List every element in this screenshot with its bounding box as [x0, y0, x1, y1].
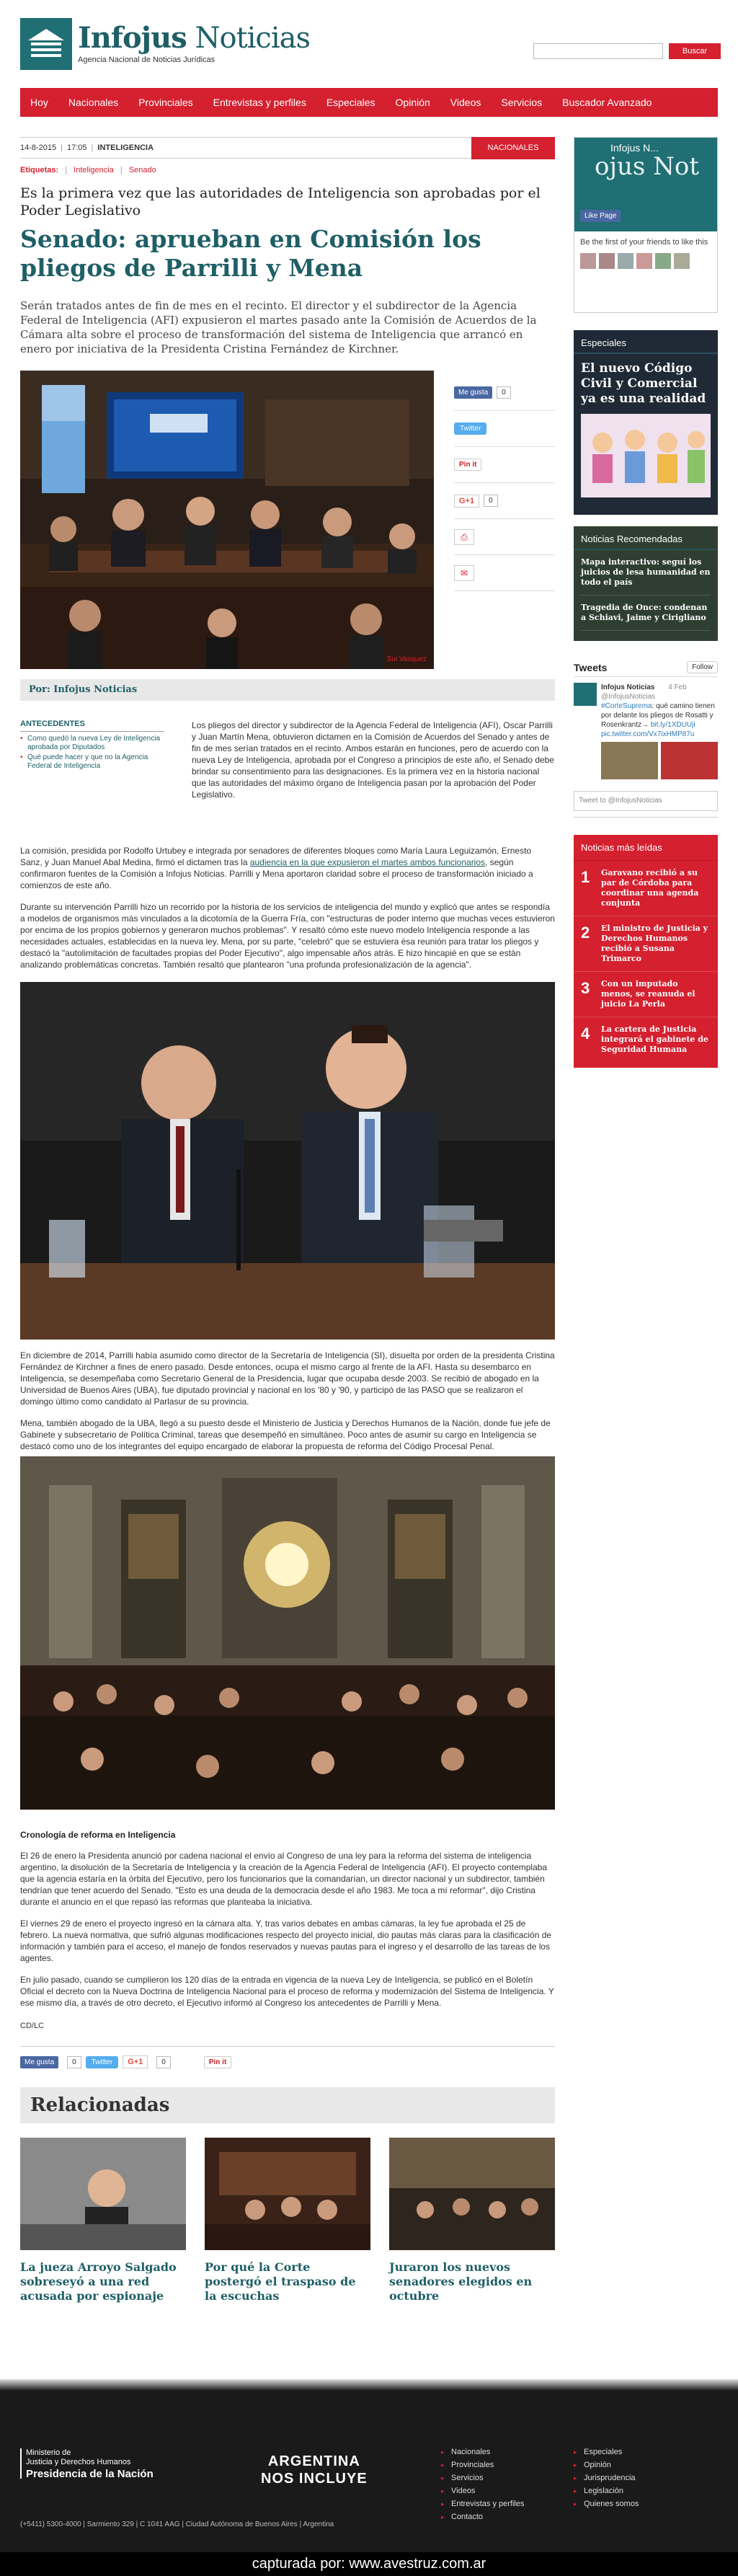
- avatar[interactable]: [618, 253, 633, 269]
- related-caption[interactable]: Por qué la Corte postergó el traspaso de la escuchas: [205, 2260, 356, 2303]
- avatar[interactable]: [636, 253, 652, 269]
- site-logo[interactable]: [20, 18, 310, 70]
- related-image[interactable]: [205, 2138, 370, 2250]
- logo-title-b: Noticias: [195, 22, 311, 55]
- related-image[interactable]: [389, 2138, 555, 2250]
- article-time: 17:05: [67, 143, 87, 152]
- search-form: [533, 43, 721, 59]
- argentina-line-1: ARGENTINA: [267, 2453, 360, 2469]
- especiales-image[interactable]: [581, 414, 711, 497]
- tweet-to-input[interactable]: Tweet to @InfojusNoticias: [574, 791, 718, 811]
- recomendadas-head: Noticias Recomendadas: [574, 526, 718, 550]
- facebook-like-button[interactable]: Me gusta: [20, 2056, 58, 2068]
- article-date: 14-8-2015: [20, 143, 57, 152]
- nav-item-opinion[interactable]: Opinión: [395, 97, 430, 108]
- logo-subtitle: Agencia Nacional de Noticias Jurídicas: [78, 56, 215, 64]
- article-paragraph-3: En diciembre de 2014, Parrilli había asumido como director de la Secretaría de Inteligencia (SI), disuelta por orden de la presidenta Cristina Fernández de Kirchner a fines de enero pasado. Desde entonces, ocupa el mismo cargo al frente de la AFI. Hasta su desembarco en Inteligencia, se desempeñaba como Secretario General de la Presidencia, lugar que ocupaba desde 2003. Se recibió de abogado en la Universidad de Buenos Aires (UBA), fue diputado provincial y nacional en los '80 y '90, y participó de las PASO que se realizaron el domingo último como candidato al Parlasur de su provincia.: [20, 1350, 555, 1407]
- tweet-date[interactable]: 4 Feb: [668, 683, 687, 691]
- search-input[interactable]: [533, 43, 663, 59]
- footer-link[interactable]: ▸ Opinión: [574, 2458, 639, 2471]
- tags-sep-2: |: [120, 166, 123, 174]
- footer-link[interactable]: ▸ Legislación: [574, 2484, 639, 2497]
- facebook-page-name[interactable]: Infojus N...: [610, 142, 659, 154]
- antecedentes-link[interactable]: • Qué puede hacer y que no la Agencia Federal de Inteligencia: [20, 753, 164, 771]
- nav-item-servicios[interactable]: Servicios: [501, 97, 543, 108]
- twitter-share-button[interactable]: Twitter: [86, 2056, 118, 2068]
- gplus-button[interactable]: G+1: [454, 495, 479, 508]
- photo-credit: Sui Vasquez: [386, 655, 427, 663]
- especiales-widget: [574, 330, 718, 515]
- article-signature: CD/LC: [20, 2022, 45, 2030]
- article-paragraph-5: El 26 de enero la Presidenta anunció por cadena nacional el envío al Congreso de una ley para la reforma del sistema de inteligencia argentino, la disolución de la Secretaría de Inteligencia y la creación de la Agencia Federal de Inteligencia (AFI). El proyecto contemplaba que la agencia estaría en la órbita del Ejecutivo, pero los funcionarios que la comandarían, un director nacional y un subdirector, también tendrían que tener acuerdo del Senado. "Esto es una deuda de la democracia desde el año 1983. Me toca a mí reformar", dijo Cristina durante el anuncio en el que repasó las reformas que planteaba la iniciativa.: [20, 1851, 548, 1907]
- logo-title: [78, 21, 311, 55]
- email-icon[interactable]: ✉: [454, 565, 474, 581]
- footer-links-col-2: [574, 2446, 639, 2510]
- print-icon[interactable]: ⎙: [454, 529, 474, 545]
- share-print: [454, 519, 555, 555]
- especiales-illustration: [581, 414, 711, 497]
- footer-link[interactable]: ▸ Jurisprudencia: [574, 2471, 639, 2484]
- avatar[interactable]: [580, 253, 596, 269]
- senate-commission-illustration: [20, 371, 434, 669]
- meta-sep-1: |: [61, 143, 63, 152]
- pinterest-button[interactable]: Pin it: [204, 2056, 231, 2068]
- avatar[interactable]: [599, 253, 615, 269]
- logo-title-a: Infojus: [78, 21, 187, 55]
- article-headline: Senado: aprueban en Comisión los pliegos de Parrilli y Mena: [20, 225, 481, 282]
- tweets-title: Tweets: [574, 661, 608, 673]
- tweets-header: [574, 658, 718, 677]
- footer-gradient: [0, 2379, 738, 2391]
- facebook-faces: [574, 253, 717, 269]
- most-read-number: 1: [581, 868, 590, 886]
- gplus-count: 0: [156, 2056, 171, 2068]
- footer-link[interactable]: ▸ Provinciales: [441, 2458, 524, 2471]
- share-facebook: [454, 375, 555, 411]
- tweet: [574, 677, 718, 785]
- article-paragraph-2: Durante su intervención Parrilli hizo un recorrido por la historia de los servicios de inteligencia del mundo y explicó que antes se respondía a modelos de organismos más vinculados a la dicotomía de la Guerra Fría, con "estructuras de poder interno que muchas veces estuvieron por encima de los propios gobiernos y generaron muchos problemas". Y resaltó cómo este nuevo modelo Inteligencia responde a las necesidades actuales, establecidas en la nueva ley. Mena, por su parte, "celebró" que se estuviera ésa reunión para tratar los pliegos y destacó la "autolimitación de facultades propias del Poder Ejecutivo", algo impensable años atrás. E hizo hincapié en que se están analizando problemáticas concretas. También resaltó que plantearon "una profunda profesionalización de la agencia".: [20, 902, 555, 970]
- tags-sep-1: |: [65, 166, 68, 174]
- search-button[interactable]: Buscar: [669, 43, 721, 59]
- footer-links-col-1: [441, 2446, 524, 2523]
- article-tags: [20, 166, 555, 174]
- audiencia-link[interactable]: audiencia en la que expusieron el martes ambos funcionarios: [249, 857, 486, 867]
- tweet-link[interactable]: bit.ly/1XDUUji pic.twitter.com/Vx7ixHMP87u: [601, 721, 695, 738]
- twitter-follow-button[interactable]: Follow: [687, 661, 718, 673]
- article-meta: [20, 137, 555, 159]
- site-footer: [0, 2379, 738, 2552]
- most-read-number: 2: [581, 924, 590, 942]
- especiales-head: Especiales: [574, 330, 718, 354]
- most-read-head: Noticias más leídas: [574, 835, 718, 861]
- share-twitter: [454, 411, 555, 447]
- footer-link[interactable]: ▸ Servicios: [441, 2471, 524, 2484]
- antecedentes-title: ANTECEDENTES: [20, 720, 164, 732]
- nav-item-buscador[interactable]: Buscador Avanzado: [562, 97, 652, 108]
- facebook-cover[interactable]: [574, 138, 717, 231]
- article-paragraph-7: En julio pasado, cuando se cumplieron los 120 días de la entrada en vigencia de la nueva Ley de Inteligencia, se publicó en el Boletín Oficial el decreto con la Nueva Doctrina de Inteligencia Nacional para el proceso de reforma y modernización del Sistema de Inteligencia. Y ese mismo día, a través de otro decreto, el Ejecutivo informó al Congreso los antecedentes de Parrilli y Mena.: [20, 1975, 554, 2008]
- tag-link[interactable]: Inteligencia: [74, 166, 114, 174]
- article-paragraph-4: Mena, también abogado de la UBA, llegó a su puesto desde el Ministerio de Justicia y Derechos Humanos de la Nación, donde fue jefe de Gabinete y subsecretario de Política Criminal, tareas que desempeñó en simultáneo. Poco antes de asumir su cargo en Inteligencia se destacó como uno de los integrantes del equipo encargado de elaborar la propuesta de reforma del Código Procesal Penal.: [20, 1418, 551, 1451]
- logo-mark-icon: [20, 18, 72, 70]
- twitter-share-button[interactable]: Twitter: [454, 422, 486, 435]
- para-1-text-b: , según confirmaron fuentes de la Comisión a Infojus Noticias. Parrilli y Mena aportaron claridad sobre el proceso de transformación iniciado a comienzos de este año.: [20, 857, 533, 890]
- nav-item-provinciales[interactable]: Provinciales: [138, 97, 193, 108]
- footer-link[interactable]: ▸ Contacto: [441, 2510, 524, 2523]
- most-read-title[interactable]: Con un imputado menos, se reanuda el juicio La Perla: [601, 979, 695, 1009]
- share-column: [454, 375, 555, 591]
- related-item[interactable]: [389, 2138, 555, 2303]
- most-read-item[interactable]: [574, 972, 718, 1017]
- argentina-line-2: NOS INCLUYE: [261, 2471, 368, 2487]
- most-read-title[interactable]: La cartera de Justicia integrará el gabinete de Seguridad Humana: [601, 1024, 708, 1054]
- tweet-images: [601, 742, 718, 779]
- ministry-logo[interactable]: [20, 2448, 154, 2479]
- argentina-logo: [261, 2453, 368, 2487]
- presidencia-label: Presidencia de la Nación: [26, 2468, 154, 2480]
- tags-label: Etiquetas:: [20, 166, 59, 174]
- tweet-text: : qué camino tienen por delante los pliegos de Rosatti y Rosenkrantz→: [601, 702, 715, 729]
- gplus-button[interactable]: G+1: [123, 2055, 148, 2068]
- footer-address: (+5411) 5300-4000 | Sarmiento 329 | C 1041 AAG | Ciudad Autónoma de Buenos Aires | Argentina: [20, 2520, 334, 2528]
- facebook-like-button[interactable]: Me gusta: [454, 386, 492, 399]
- most-read-number: 3: [581, 979, 590, 997]
- antecedentes-link[interactable]: • Como quedó la nueva Ley de Inteligencia aprobada por Diputados: [20, 735, 164, 752]
- nav-item-especiales[interactable]: Especiales: [326, 97, 375, 108]
- related-item[interactable]: [20, 2138, 186, 2303]
- related-caption[interactable]: Juraron los nuevos senadores elegidos en octubre: [389, 2260, 533, 2303]
- share-gplus: [454, 483, 555, 519]
- facebook-like-page-button[interactable]: Like Page: [580, 210, 621, 222]
- article-byline: Por: Infojus Noticias: [20, 679, 555, 701]
- most-read-title[interactable]: El ministro de Justicia y Derechos Humanos recibió a Susana Trimarco: [601, 924, 708, 963]
- footer-link[interactable]: ▸ Quienes somos: [574, 2497, 639, 2510]
- para-1-text-a: La comisión, presidida por Rodolfo Urtubey e integrada por senadores de diferentes bloques como María Laura Leguizamón, Ernesto Sanz, y Juan Manuel Abal Medina, firmó el dictamen tras la: [20, 846, 532, 867]
- nav-item-entrevistas[interactable]: Entrevistas y perfiles: [213, 97, 306, 108]
- tweet-hashtag[interactable]: #CorteSuprema: [601, 702, 652, 710]
- article-lead: Serán tratados antes de fin de mes en el recinto. El director y el subdirector de la Agencia Federal de Inteligencia (AFI) expusieron el martes pasado ante la Comisión de Acuerdos de la Cámara alta sobre el proceso de transformación del sistema de Inteligencia que arrancó en enero por iniciativa de la Presidenta Cristina Fernández de Kirchner.: [20, 299, 537, 355]
- senate-hall-illustration: [20, 1456, 555, 1810]
- tweet-author[interactable]: Infojus Noticias: [601, 683, 655, 691]
- avatar[interactable]: [674, 253, 690, 269]
- ministry-line-1: Ministerio de: [26, 2448, 71, 2457]
- most-read-item[interactable]: [574, 916, 718, 972]
- share-email: [454, 555, 555, 591]
- meta-sep-2: |: [91, 143, 94, 152]
- article-category: INTELIGENCIA: [97, 143, 154, 152]
- nav-item-hoy[interactable]: Hoy: [30, 97, 48, 108]
- senate-hall-photo: [20, 1456, 555, 1810]
- logo-text: [78, 21, 311, 64]
- site-header: [0, 0, 738, 87]
- tweet-image[interactable]: [661, 742, 718, 779]
- footer-link[interactable]: ▸ Videos: [441, 2484, 524, 2497]
- related-item[interactable]: [205, 2138, 370, 2303]
- share-bottom-bar: [20, 2046, 555, 2068]
- footer-link[interactable]: ▸ Entrevistas y perfiles: [441, 2497, 524, 2510]
- tweet-handle[interactable]: @InfojusNoticias: [601, 693, 656, 701]
- avatar[interactable]: [655, 253, 671, 269]
- article-intro-paragraph: Los pliegos del director y subdirector de la Agencia Federal de Inteligencia (AFI), Oscar Parrilli y Juan Martín Mena, obtuvieron dictamen en la Comisión de Acuerdos del Senado y antes de fin de mes serían tratados en el recinto. Ambos estarán en funciones, pero de acuerdo con la nueva Ley de Inteligencia, aprobada por el Congreso a principios de este año, el Senado debe brindar su consentimiento para las designaciones. Es la primera vez en la historia nacional que las autoridades del máximo órgano de Inteligencia pasan por la aprobación del Poder Legislativo.: [192, 720, 555, 800]
- especiales-title[interactable]: El nuevo Código Civil y Comercial ya es una realidad: [581, 361, 706, 406]
- tweet-image[interactable]: [601, 742, 658, 779]
- related-section: [20, 2087, 555, 2303]
- tag-link[interactable]: Senado: [128, 166, 156, 174]
- article-kicker: Es la primera vez que las autoridades de Inteligencia son aprobadas por el Poder Legislativo: [20, 185, 541, 218]
- nav-item-videos[interactable]: Videos: [450, 97, 481, 108]
- related-caption[interactable]: La jueza Arroyo Salgado sobreseyó a una red acusada por espionaje: [20, 2260, 177, 2303]
- most-read-widget: [574, 835, 718, 1068]
- related-image-illustration: [205, 2138, 370, 2250]
- article-paragraph-1: [20, 845, 555, 891]
- gplus-count: 0: [484, 495, 498, 507]
- footer-link[interactable]: ▸ Nacionales: [441, 2446, 524, 2458]
- pinterest-button[interactable]: Pin it: [454, 459, 481, 471]
- antecedentes-list: [20, 735, 164, 771]
- avatar[interactable]: [574, 683, 597, 706]
- related-grid: [20, 2138, 555, 2303]
- recomendadas-widget: [574, 526, 718, 641]
- facebook-page-widget: [574, 137, 718, 313]
- ministry-line-2: Justicia y Derechos Humanos: [26, 2458, 131, 2466]
- most-read-title[interactable]: Garavano recibió a su par de Córdoba para coordinar una agenda conjunta: [601, 868, 699, 908]
- share-pinterest: [454, 447, 555, 483]
- capture-watermark: capturada por: www.avestruz.com.ar: [0, 2552, 738, 2576]
- cronologia-title: Cronología de reforma en Inteligencia: [20, 1830, 176, 1840]
- related-image[interactable]: [20, 2138, 186, 2250]
- article-paragraph-6: El viernes 29 de enero el proyecto ingresó en la cámara alta. Y, tras varios debates en ambas cámaras, la ley fue aprobada el 25 de febrero. La nueva normativa, que sufrió algunas modificaciones respecto del proyecto inicial, dio pautas más claras para la clasificación de información y también para el acceso, el manejo de fondos reservados y nuevas pautas para el ingreso y el desarrollo de las tareas de los agentes.: [20, 1918, 552, 1963]
- main-nav: [20, 88, 718, 117]
- tweet-body: [601, 683, 718, 779]
- related-title: Relacionadas: [20, 2087, 555, 2123]
- facebook-cover-text: ojus Not: [595, 152, 700, 181]
- recomendada-link[interactable]: Mapa interactivo: seguí los juicios de lesa humanidad en todo el país: [581, 557, 711, 596]
- antecedentes-box: [20, 720, 164, 772]
- antecedentes-and-intro: [20, 720, 555, 835]
- related-image-illustration: [389, 2138, 555, 2250]
- nav-item-nacionales[interactable]: Nacionales: [68, 97, 119, 108]
- related-image-illustration: [20, 2138, 186, 2250]
- parrilli-mena-photo: [20, 982, 555, 1340]
- article-column: [20, 137, 555, 2303]
- footer-link[interactable]: ▸ Especiales: [574, 2446, 639, 2458]
- most-read-number: 4: [581, 1024, 590, 1043]
- facebook-like-count: 0: [67, 2056, 81, 2068]
- twitter-widget: [574, 658, 718, 818]
- most-read-item[interactable]: [574, 1017, 718, 1062]
- facebook-like-count: 0: [497, 386, 511, 399]
- recomendada-link[interactable]: Tragedia de Once: condenan a Schiavi, Jaime y Cirigliano: [581, 603, 711, 631]
- senate-commission-photo: [20, 371, 434, 669]
- sidebar: [574, 137, 718, 1068]
- most-read-item[interactable]: [574, 861, 718, 916]
- facebook-friends-text: Be the first of your friends to like this: [580, 238, 708, 247]
- parrilli-mena-illustration: [20, 982, 555, 1340]
- section-badge[interactable]: NACIONALES: [471, 137, 555, 159]
- photo-and-share: [20, 371, 555, 673]
